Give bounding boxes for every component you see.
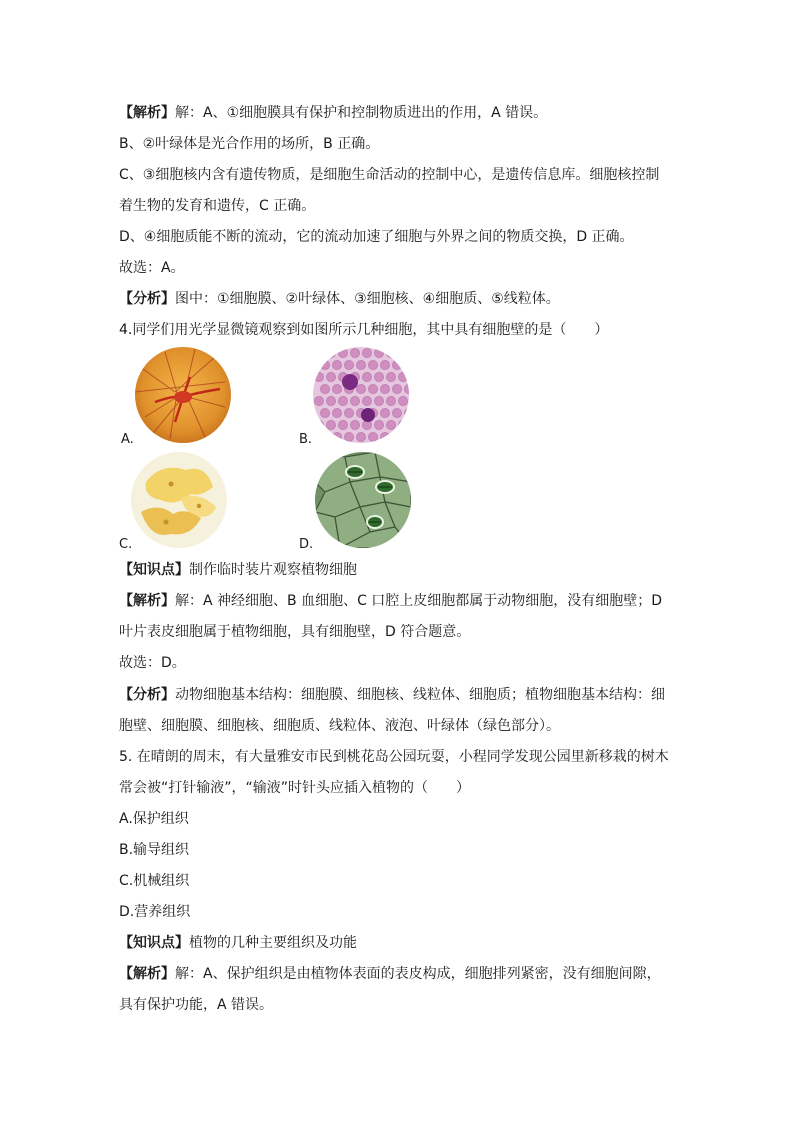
- red-blood-cell: [374, 348, 383, 357]
- nerve-cell-image: [135, 347, 231, 443]
- zhishi-text: 植物的几种主要组织及功能: [189, 935, 357, 951]
- red-blood-cell: [332, 408, 341, 417]
- red-blood-cell: [374, 372, 383, 381]
- red-blood-cell: [332, 432, 341, 441]
- q5-option-d: D.营养组织: [119, 904, 191, 920]
- red-blood-cell: [386, 396, 395, 405]
- zhishi-text: 制作临时装片观察植物细胞: [189, 562, 357, 578]
- red-blood-cell: [326, 372, 335, 381]
- q5-jiexi-line2: 具有保护功能，A 错误。: [119, 997, 274, 1013]
- q3-choice: 故选：A。: [119, 260, 185, 276]
- q3-fenxi-line: [119, 289, 560, 309]
- red-blood-cell: [398, 420, 407, 429]
- red-blood-cell: [398, 348, 407, 357]
- red-blood-cell: [362, 348, 371, 357]
- q4-option-d-label: D.: [299, 537, 314, 552]
- red-blood-cell: [368, 384, 377, 393]
- red-blood-cell: [392, 360, 401, 369]
- epithelial-cell-image: [131, 452, 227, 548]
- jiexi-text: 解：A、①细胞膜具有保护和控制物质进出的作用，A 错误。: [175, 105, 548, 121]
- red-blood-cell: [326, 420, 335, 429]
- q4-choice: 故选：D。: [119, 655, 186, 671]
- red-blood-cell: [392, 408, 401, 417]
- jiexi-text: 解：A、保护组织是由植物体表面的表皮构成，细胞排列紧密，没有细胞间隙，: [175, 966, 661, 982]
- red-blood-cell: [344, 360, 353, 369]
- q5-jiexi-line1: [119, 964, 661, 984]
- fenxi-tag: 【分析】: [119, 291, 175, 307]
- red-blood-cell: [368, 432, 377, 441]
- red-blood-cell: [386, 372, 395, 381]
- q5-stem-line2: 常会被“打针输液”，“输液”时针头应插入植物的（ ）: [119, 780, 471, 796]
- jiexi-text: 解：A 神经细胞、B 血细胞、C 口腔上皮细胞都属于动物细胞，没有细胞壁；D: [175, 593, 663, 609]
- jiexi-tag: 【解析】: [119, 966, 175, 982]
- jiexi-tag: 【解析】: [119, 105, 175, 121]
- red-blood-cell: [344, 432, 353, 441]
- blood-cell-image: [313, 347, 409, 443]
- red-blood-cell: [326, 348, 335, 357]
- red-blood-cell: [314, 420, 323, 429]
- red-blood-cell: [380, 432, 389, 441]
- red-blood-cell: [314, 372, 323, 381]
- red-blood-cell: [314, 396, 323, 405]
- q4-jiexi-line2: 叶片表皮细胞属于植物细胞，具有细胞壁，D 符合题意。: [119, 624, 471, 640]
- red-blood-cell: [338, 396, 347, 405]
- q4-stem: 4.同学们用光学显微镜观察到如图所示几种细胞，其中具有细胞壁的是（ ）: [119, 322, 609, 338]
- q4-option-a-label: A.: [121, 432, 134, 447]
- red-blood-cell: [344, 408, 353, 417]
- q3-line-d: D、④细胞质能不断的流动，它的流动加速了细胞与外界之间的物质交换，D 正确。: [119, 229, 634, 245]
- red-blood-cell: [404, 360, 409, 369]
- fenxi-text: 图中：①细胞膜、②叶绿体、③细胞核、④细胞质、⑤线粒体。: [175, 291, 560, 307]
- red-blood-cell: [380, 384, 389, 393]
- q4-option-c-label: C.: [119, 537, 133, 552]
- red-blood-cell: [332, 360, 341, 369]
- q4-jiexi-line1: [119, 591, 662, 611]
- q4-fenxi-line2: 胞壁、细胞膜、细胞核、细胞质、线粒体、液泡、叶绿体（绿色部分）。: [119, 718, 560, 734]
- q5-stem-line1: 5. 在晴朗的周末，有大量雅安市民到桃花岛公园玩耍，小程同学发现公园里新移栽的树木: [119, 749, 669, 765]
- q4-zhishi-line: [119, 560, 357, 580]
- red-blood-cell: [362, 396, 371, 405]
- leaf-epidermis-image: [315, 452, 411, 548]
- q5-option-b: B.输导组织: [119, 842, 190, 858]
- red-blood-cell: [404, 432, 409, 441]
- red-blood-cell: [338, 348, 347, 357]
- q5-option-a: A.保护组织: [119, 811, 189, 827]
- zhishi-tag: 【知识点】: [119, 935, 189, 951]
- red-blood-cell: [374, 420, 383, 429]
- red-blood-cell: [362, 372, 371, 381]
- q5-option-c: C.机械组织: [119, 873, 190, 889]
- red-blood-cell: [386, 348, 395, 357]
- red-blood-cell: [314, 348, 323, 357]
- q3-line-c1: C、③细胞核内含有遗传物质，是细胞生命活动的控制中心，是遗传信息库。细胞核控制: [119, 167, 660, 183]
- q4-fenxi-line1: [119, 685, 665, 705]
- red-blood-cell: [350, 348, 359, 357]
- red-blood-cell: [350, 396, 359, 405]
- red-blood-cell: [368, 360, 377, 369]
- red-blood-cell: [332, 384, 341, 393]
- q5-zhishi-line: [119, 933, 357, 953]
- red-blood-cell: [356, 384, 365, 393]
- red-blood-cell: [326, 396, 335, 405]
- red-blood-cell: [356, 432, 365, 441]
- red-blood-cell: [380, 360, 389, 369]
- q4-option-b-label: B.: [299, 432, 313, 447]
- zhishi-tag: 【知识点】: [119, 562, 189, 578]
- q3-line-c2: 着生物的发育和遗传，C 正确。: [119, 198, 316, 214]
- red-blood-cell: [380, 408, 389, 417]
- red-blood-cell: [386, 420, 395, 429]
- red-blood-cell: [398, 396, 407, 405]
- red-blood-cell: [350, 420, 359, 429]
- red-blood-cell: [356, 360, 365, 369]
- jiexi-tag: 【解析】: [119, 593, 175, 609]
- red-blood-cell: [392, 384, 401, 393]
- q3-jiexi-line: [119, 103, 547, 123]
- q3-line-b: B、②叶绿体是光合作用的场所，B 正确。: [119, 136, 380, 152]
- fenxi-tag: 【分析】: [119, 687, 175, 703]
- red-blood-cell: [320, 408, 329, 417]
- red-blood-cell: [320, 432, 329, 441]
- red-blood-cell: [320, 360, 329, 369]
- red-blood-cell: [398, 372, 407, 381]
- red-blood-cell: [374, 396, 383, 405]
- red-blood-cell: [392, 432, 401, 441]
- red-blood-cell: [338, 420, 347, 429]
- red-blood-cell: [320, 384, 329, 393]
- fenxi-text: 动物细胞基本结构：细胞膜、细胞核、线粒体、细胞质；植物细胞基本结构：细: [175, 687, 665, 703]
